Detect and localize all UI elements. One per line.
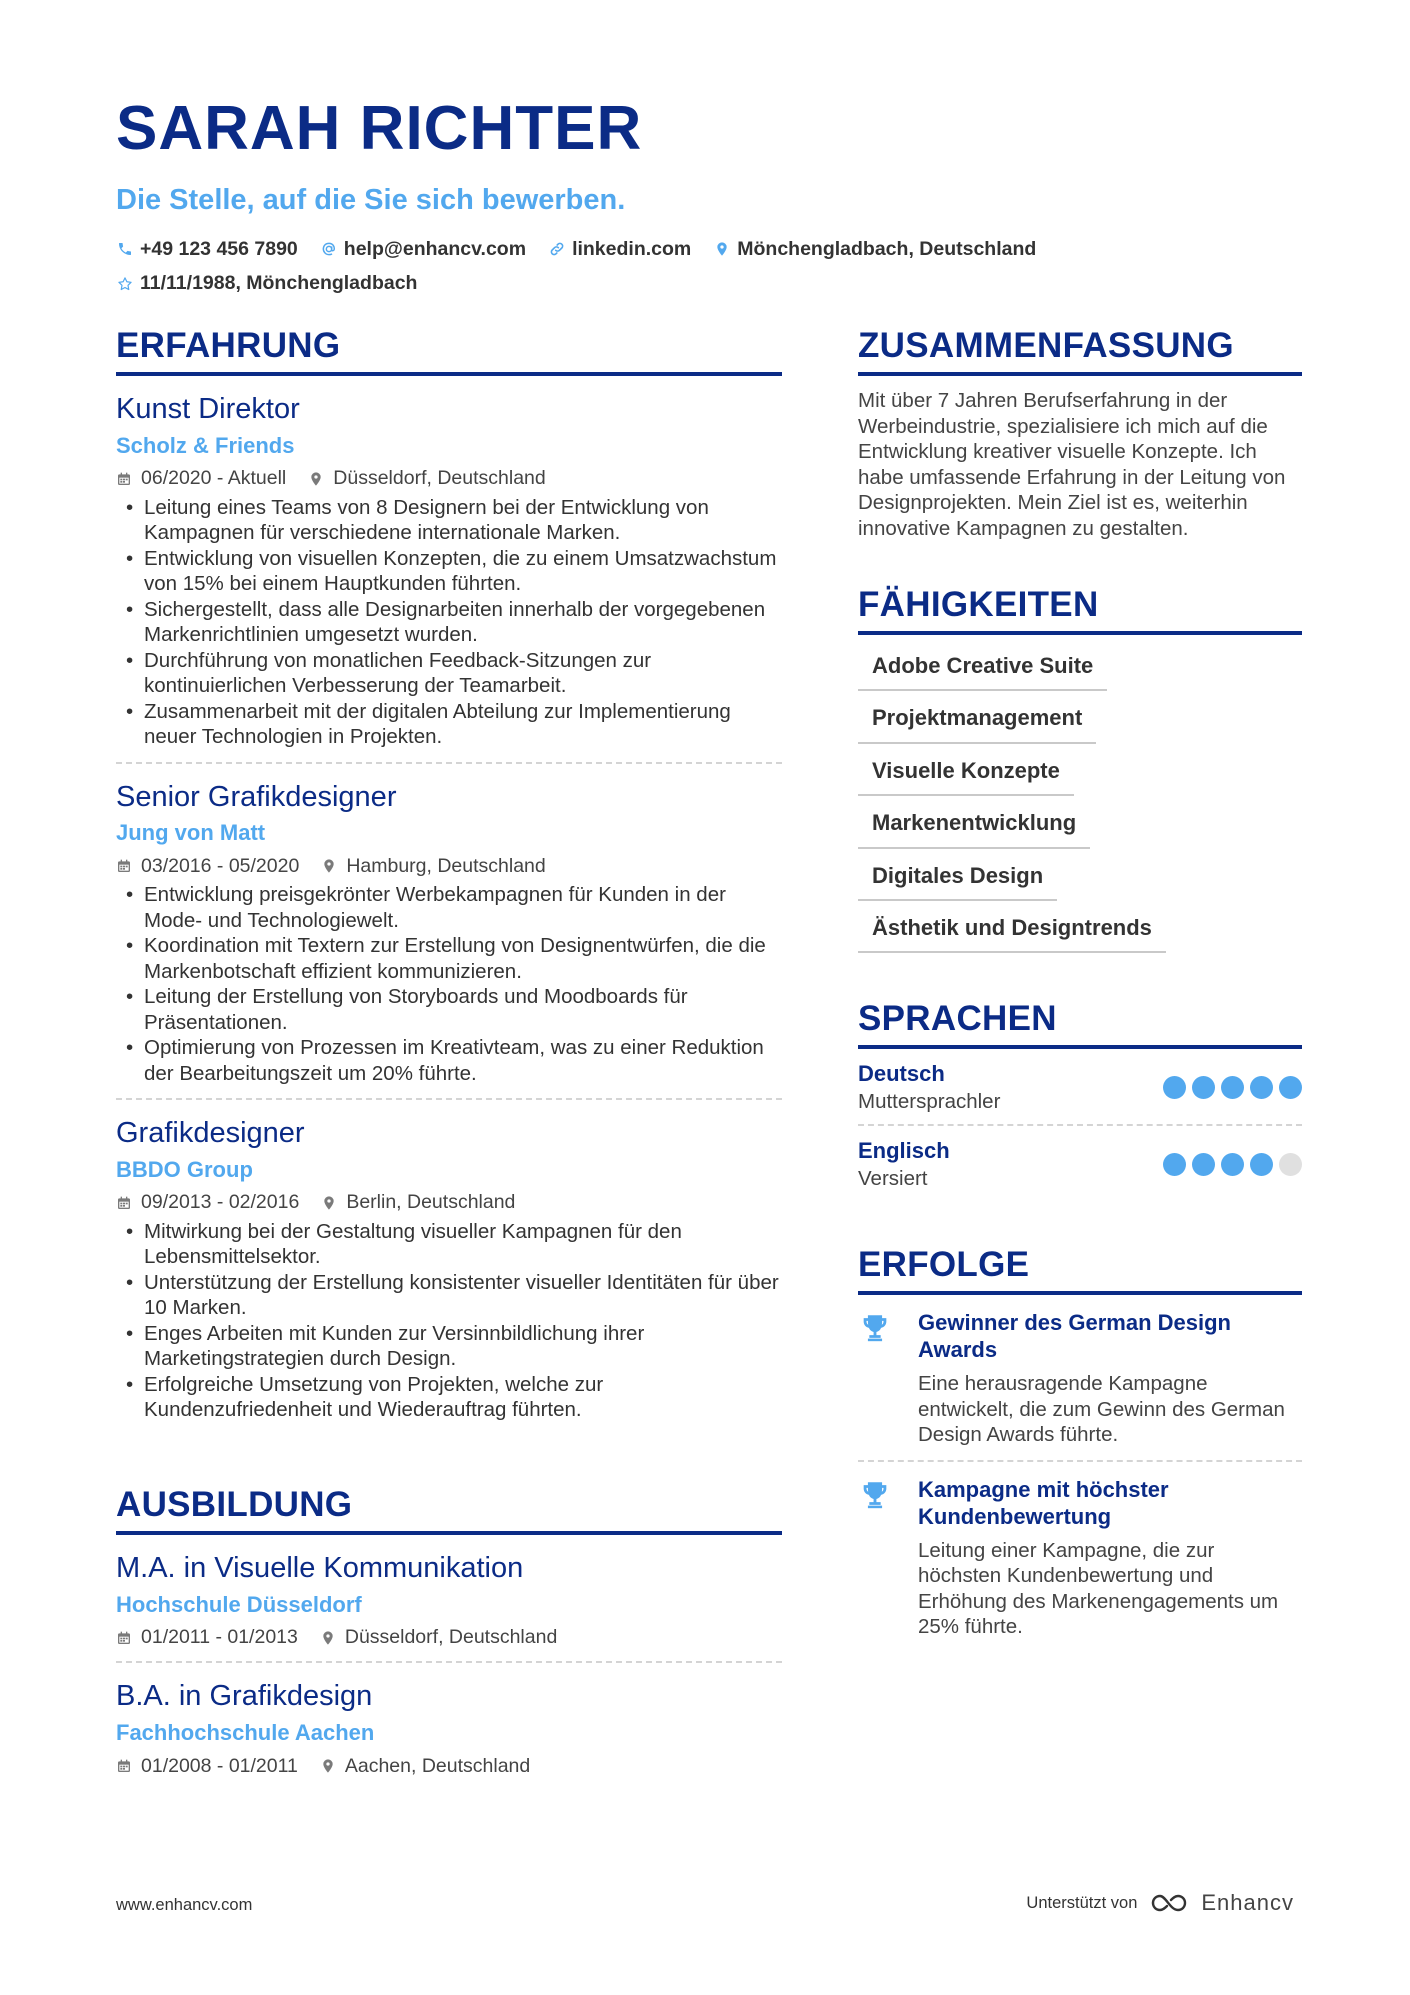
rating-dot-filled — [1163, 1076, 1186, 1099]
rating-dot-filled — [1221, 1076, 1244, 1099]
contact-location — [713, 237, 1036, 261]
achievement-entry — [858, 1295, 1302, 1462]
skills-section — [858, 587, 1302, 953]
map-pin-icon — [321, 858, 337, 874]
language-entry — [858, 1049, 1302, 1126]
job-bullet: • Koordination mit Textern zur Erstellung von Designentwürfen, die die Markenbotschaft effizient kommunizieren. — [116, 933, 782, 984]
phone-icon — [116, 240, 134, 258]
achievements-heading: ERFOLGE — [858, 1247, 1302, 1295]
contact-location-text: Mönchengladbach, Deutschland — [737, 238, 1037, 260]
job-dates — [116, 467, 286, 490]
footer-website[interactable]: www.enhancv.com — [116, 1896, 253, 1914]
rating-dot-filled — [1163, 1153, 1186, 1176]
education-meta — [116, 1626, 782, 1649]
job-location-text: Hamburg, Deutschland — [346, 854, 546, 877]
at-icon — [320, 240, 338, 258]
calendar-icon — [116, 1758, 132, 1774]
contact-email[interactable] — [320, 237, 526, 261]
job-location — [321, 1191, 515, 1214]
job-bullets — [116, 495, 782, 750]
star-icon — [116, 275, 134, 293]
map-pin-icon — [308, 471, 324, 487]
school-name: Fachhochschule Aachen — [116, 1720, 375, 1746]
languages-heading: SPRACHEN — [858, 1001, 1302, 1049]
education-location-text: Aachen, Deutschland — [344, 1754, 531, 1777]
achievement-entry — [858, 1462, 1302, 1652]
resume-header — [116, 94, 1306, 296]
candidate-role: Die Stelle, auf die Sie sich bewerben. — [116, 184, 626, 216]
job-bullet: • Erfolgreiche Umsetzung von Projekten, welche zur Kundenzufriedenheit und Wiederauftrag führten. — [116, 1372, 782, 1423]
map-pin-icon — [321, 1195, 337, 1211]
contact-email-text: help@enhancv.com — [343, 238, 527, 260]
skills-list — [858, 639, 1302, 953]
summary-text: Mit über 7 Jahren Berufserfahrung in der Werbeindustrie, spezialisiere ich mich auf die Entwicklung kreativer visuelle Konzepte. Ich habe umfassende Erfahrung in der Leitung von Designprojekten. Mein Ziel ist es, weiterhin innovative Kampagnen zu gestalten. — [858, 389, 1286, 540]
skill-tag: Markenentwicklung — [858, 796, 1090, 848]
job-title: Senior Grafikdesigner — [116, 780, 397, 813]
education-section — [116, 1484, 782, 1790]
candidate-name: SARAH RICHTER — [116, 94, 643, 163]
experience-entry — [116, 764, 782, 1101]
job-dates — [116, 855, 299, 878]
achievement-title: Kampagne mit höchster Kundenbewertung — [918, 1476, 1169, 1529]
job-dates-text: 03/2016 - 05/2020 — [141, 854, 300, 877]
education-heading: AUSBILDUNG — [116, 1487, 782, 1535]
rating-dot-filled — [1192, 1153, 1215, 1176]
calendar-icon — [116, 471, 132, 487]
skill-tag: Ästhetik und Designtrends — [858, 901, 1166, 953]
education-location — [320, 1755, 530, 1778]
skill-tag: Projektmanagement — [858, 691, 1096, 743]
job-bullets — [116, 1219, 782, 1423]
achievement-title: Gewinner des German Design Awards — [918, 1310, 1231, 1363]
contact-phone-text: +49 123 456 7890 — [140, 238, 298, 260]
rating-dot-filled — [1250, 1076, 1273, 1099]
job-location-text: Düsseldorf, Deutschland — [333, 467, 546, 490]
job-company: BBDO Group — [116, 1156, 253, 1182]
language-level: Muttersprachler — [858, 1089, 1001, 1113]
languages-section — [858, 1001, 1302, 1201]
trophy-icon — [858, 1476, 918, 1640]
job-bullet: • Durchführung von monatlichen Feedback-Sitzungen zur kontinuierlichen Verbesserung der Teamarbeit. — [116, 648, 782, 699]
job-bullet: • Sichergestellt, dass alle Designarbeiten innerhalb der vorgegebenen Markenrichtlinien umgesetzt wurden. — [116, 597, 782, 648]
contact-linkedin[interactable] — [548, 237, 691, 261]
rating-dot-empty — [1279, 1153, 1302, 1176]
job-location — [308, 467, 545, 490]
calendar-icon — [116, 858, 132, 874]
job-location-text: Berlin, Deutschland — [346, 1191, 516, 1214]
job-bullet: • Enges Arbeiten mit Kunden zur Versinnbildlichung ihrer Marketingstrategien durch Design. — [116, 1321, 782, 1372]
left-column — [116, 328, 782, 1790]
education-dates-text: 01/2008 - 01/2011 — [141, 1754, 298, 1777]
map-pin-icon — [320, 1630, 336, 1646]
job-bullet: • Mitwirkung bei der Gestaltung visueller Kampagnen für den Lebensmittelsektor. — [116, 1219, 782, 1270]
powered-by-text: Unterstützt von — [1026, 1893, 1138, 1912]
contact-birth — [116, 271, 417, 295]
language-entry — [858, 1126, 1302, 1201]
contact-list — [116, 237, 1116, 296]
education-meta — [116, 1755, 782, 1778]
job-bullet: • Leitung eines Teams von 8 Designern bei der Entwicklung von Kampagnen für verschiedene internationale Marken. — [116, 495, 782, 546]
skill-tag: Visuelle Konzepte — [858, 744, 1074, 796]
language-name: Deutsch — [858, 1061, 945, 1087]
contact-linkedin-text: linkedin.com — [572, 238, 692, 260]
job-bullet: • Unterstützung der Erstellung konsistenter visueller Identitäten für über 10 Marken. — [116, 1270, 782, 1321]
education-location — [320, 1626, 557, 1649]
job-bullet: • Entwicklung preisgekrönter Werbekampagnen für Kunden in der Mode- und Technologiewelt. — [116, 882, 782, 933]
job-company: Jung von Matt — [116, 820, 266, 846]
job-dates-text: 06/2020 - Aktuell — [141, 467, 287, 490]
language-rating — [1163, 1153, 1302, 1176]
school-name: Hochschule Düsseldorf — [116, 1591, 362, 1617]
footer-branding[interactable] — [1026, 1890, 1294, 1916]
contact-birth-text: 11/11/1988, Mönchengladbach — [140, 272, 418, 295]
trophy-icon — [858, 1309, 918, 1448]
job-location — [321, 855, 545, 878]
language-rating — [1163, 1076, 1302, 1099]
achievement-description: Eine herausragende Kampagne entwickelt, die zum Gewinn des German Design Awards führte. — [918, 1372, 1285, 1447]
skill-tag: Digitales Design — [858, 849, 1057, 901]
job-bullet: • Entwicklung von visuellen Konzepten, die zu einem Umsatzwachstum von 15% bei einem Hauptkunden führten. — [116, 546, 782, 597]
job-dates — [116, 1191, 299, 1214]
experience-entry — [116, 376, 782, 764]
achievements-section — [858, 1247, 1302, 1652]
education-dates — [116, 1755, 298, 1778]
skill-tag: Adobe Creative Suite — [858, 639, 1107, 691]
job-bullets — [116, 882, 782, 1086]
contact-phone[interactable] — [116, 237, 298, 261]
job-dates-text: 09/2013 - 02/2016 — [141, 1191, 300, 1214]
calendar-icon — [116, 1630, 132, 1646]
degree-title: B.A. in Grafikdesign — [116, 1680, 373, 1713]
summary-heading: ZUSAMMENFASSUNG — [858, 328, 1302, 376]
education-dates-text: 01/2011 - 01/2013 — [141, 1625, 298, 1648]
rating-dot-filled — [1192, 1076, 1215, 1099]
brand-name: Enhancv — [1201, 1890, 1294, 1915]
education-entry — [116, 1535, 782, 1664]
job-title: Kunst Direktor — [116, 393, 300, 425]
job-company: Scholz & Friends — [116, 432, 295, 458]
enhancv-logo-icon — [1149, 1891, 1193, 1915]
degree-title: M.A. in Visuelle Kommunikation — [116, 1551, 524, 1584]
skills-heading: FÄHIGKEITEN — [858, 587, 1302, 635]
job-meta — [116, 467, 782, 490]
calendar-icon — [116, 1195, 132, 1211]
map-pin-icon — [713, 240, 731, 258]
education-dates — [116, 1626, 298, 1649]
rating-dot-filled — [1221, 1153, 1244, 1176]
language-name: Englisch — [858, 1138, 950, 1164]
education-location-text: Düsseldorf, Deutschland — [344, 1625, 558, 1648]
education-entry — [116, 1663, 782, 1790]
experience-entry — [116, 1100, 782, 1435]
job-title: Grafikdesigner — [116, 1117, 305, 1150]
link-icon — [548, 240, 566, 258]
job-bullet: • Zusammenarbeit mit der digitalen Abteilung zur Implementierung neuer Technologien in Projekten. — [116, 699, 782, 750]
map-pin-icon — [320, 1758, 336, 1774]
language-level: Versiert — [858, 1166, 928, 1190]
achievement-description: Leitung einer Kampagne, die zur höchsten Kundenbewertung und Erhöhung des Markenengagements um 25% führte. — [918, 1538, 1279, 1639]
right-column — [858, 328, 1302, 1652]
rating-dot-filled — [1250, 1153, 1273, 1176]
job-bullet: • Leitung der Erstellung von Storyboards und Moodboards für Präsentationen. — [116, 984, 782, 1035]
job-meta — [116, 1191, 782, 1214]
job-bullet: • Optimierung von Prozessen im Kreativteam, was zu einer Reduktion der Bearbeitungszeit um 20% führte. — [116, 1035, 782, 1086]
job-meta — [116, 855, 782, 878]
rating-dot-filled — [1279, 1076, 1302, 1099]
experience-heading: ERFAHRUNG — [116, 328, 782, 376]
